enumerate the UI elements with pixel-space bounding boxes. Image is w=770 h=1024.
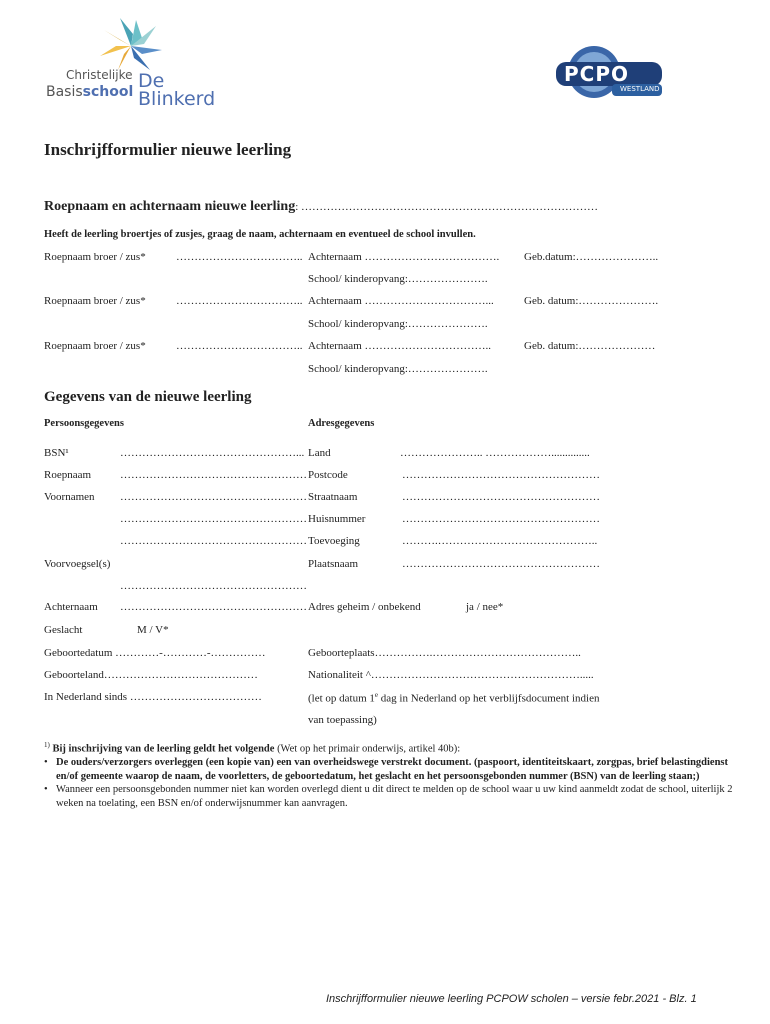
sibling-3-surname-field[interactable]: Achternaam …………………………….. <box>308 340 491 352</box>
school-logo-name2: Blinkerd <box>138 88 216 110</box>
school-logo-line2: Basisschool <box>46 84 134 100</box>
adres-geheim-choice[interactable]: ja / nee* <box>466 601 504 613</box>
achternaam-field[interactable]: …………………………………………… <box>120 601 307 613</box>
bsn-label: BSN¹ <box>44 447 69 459</box>
datum-note: (let op datum 1e dag in Nederland op het verblijfsdocument indien <box>308 691 600 705</box>
name-heading: Roepnaam en achternaam nieuwe leerling <box>44 199 296 214</box>
name-heading-row <box>44 199 598 215</box>
geboorteland-field[interactable]: Geboorteland…………………………………… <box>44 669 258 681</box>
straatnaam-label: Straatnaam <box>308 491 358 503</box>
voornamen-label: Voornamen <box>44 491 95 503</box>
school-logo-line1: Christelijke <box>66 68 133 82</box>
page-title: Inschrijfformulier nieuwe leerling <box>44 140 292 159</box>
postcode-label: Postcode <box>308 469 348 481</box>
sibling-1-birthdate-field[interactable]: Geb.datum:………………….. <box>524 251 659 263</box>
datum-note-continued: van toepassing) <box>308 714 377 726</box>
sibling-2-label: Roepnaam broer / zus* <box>44 295 146 307</box>
postcode-field[interactable]: ……………………………………………… <box>402 469 600 481</box>
note-bullet-1: • De ouders/verzorgers overleggen (een kopie van) een van overheidswege verstrekt document. (paspoort, identiteitskaart, zorgpas, brief belastingdienst en/of gemeente waarop de naam, de voorletters, de geboortedatum, het geslacht en het persoonsgebonden nummer (BSN) van de leerling staan;) <box>44 757 728 782</box>
plaatsnaam-field[interactable]: ……………………………………………… <box>402 558 600 570</box>
voorvoegsel-label: Voorvoegsel(s) <box>44 558 111 570</box>
pcpo-logo-text: PCPO <box>564 62 629 86</box>
roepnaam-field[interactable]: …………………………………………… <box>120 469 307 481</box>
legal-notes <box>44 739 734 810</box>
land-field[interactable]: ………………….. ……………….............. <box>400 447 590 459</box>
voornamen-field-2[interactable]: …………………………………………… <box>120 513 307 525</box>
voorvoegsel-field[interactable]: …………………………………………… <box>120 580 307 592</box>
page-footer: Inschrijfformulier nieuwe leerling PCPOW scholen – versie febr.2021 - Blz. 1 <box>326 993 697 1005</box>
roepnaam-label: Roepnaam <box>44 469 92 481</box>
sibling-3-school-field[interactable]: School/ kinderopvang:…………………. <box>308 363 488 375</box>
nationaliteit-field[interactable]: Nationaliteit ^…………………………………………………..... <box>308 669 594 681</box>
sibling-2-name-field[interactable]: …………………………….. <box>176 295 303 307</box>
sibling-2-surname-field[interactable]: Achternaam ……………………………... <box>308 295 494 307</box>
voornamen-field-3[interactable]: …………………………………………… <box>120 535 307 547</box>
voornamen-field[interactable]: …………………………………………… <box>120 491 307 503</box>
huisnummer-label: Huisnummer <box>308 513 366 525</box>
personal-column-heading: Persoonsgegevens <box>44 418 124 429</box>
huisnummer-field[interactable]: ……………………………………………… <box>402 513 600 525</box>
toevoeging-label: Toevoeging <box>308 535 360 547</box>
sibling-instruction: Heeft de leerling broertjes of zusjes, graag de naam, achternaam en eventueel de school invullen. <box>44 229 476 240</box>
notes-lead: $^{1)}$ Bij inschrijving van de leerling geldt het volgende (Wet op het primair onderwijs, artikel 40b): <box>44 741 461 755</box>
adres-geheim-label: Adres geheim / onbekend <box>308 601 421 613</box>
sibling-1-school-field[interactable]: School/ kinderopvang:…………………. <box>308 273 488 285</box>
plaatsnaam-label: Plaatsnaam <box>308 558 359 570</box>
sibling-2-school-field[interactable]: School/ kinderopvang:…………………. <box>308 318 488 330</box>
achternaam-label: Achternaam <box>44 601 98 613</box>
note-bullet-2: • Wanneer een persoonsgebonden nummer niet kan worden overlegd dient u dit direct te melden op de school waar u uw kind aanmeldt zodat de school, uiterlijk 2 weken na toelating, een BSN en/of onderwijsnummer kan aanvragen. <box>44 784 733 809</box>
straatnaam-field[interactable]: ……………………………………………… <box>402 491 600 503</box>
in-nederland-sinds-field[interactable]: In Nederland sinds ……………………………… <box>44 691 262 703</box>
geslacht-label: Geslacht <box>44 624 83 636</box>
pcpo-logo <box>552 44 670 106</box>
star-logo-icon <box>98 16 164 72</box>
address-column-heading: Adresgegevens <box>308 418 375 429</box>
sibling-2-birthdate-field[interactable]: Geb. datum:…………………. <box>524 295 659 307</box>
toevoeging-field[interactable]: ……….…………………………………….. <box>402 535 598 547</box>
sibling-3-birthdate-field[interactable]: Geb. datum:………………… <box>524 340 656 352</box>
geboorteplaats-field[interactable]: Geboorteplaats…………….………………………………….. <box>308 647 581 659</box>
gegevens-heading: Gegevens van de nieuwe leerling <box>44 389 252 405</box>
school-logo-name1: De <box>138 70 165 92</box>
sibling-3-name-field[interactable]: …………………………….. <box>176 340 303 352</box>
name-heading-field[interactable]: : ……………………………………………………………………… <box>295 201 599 213</box>
school-logo <box>44 16 224 108</box>
sibling-1-name-field[interactable]: …………………………….. <box>176 251 303 263</box>
bsn-field[interactable]: …………………………………………... <box>120 447 305 459</box>
geslacht-choice[interactable]: M / V* <box>137 624 169 636</box>
land-label: Land <box>308 447 331 459</box>
sibling-1-surname-field[interactable]: Achternaam ………………………………. <box>308 251 500 263</box>
sibling-3-label: Roepnaam broer / zus* <box>44 340 146 352</box>
geboortedatum-field[interactable]: Geboortedatum …………-…………-…………… <box>44 647 266 659</box>
sibling-1-label: Roepnaam broer / zus* <box>44 251 146 263</box>
pcpo-logo-subtext: WESTLAND <box>620 85 660 93</box>
